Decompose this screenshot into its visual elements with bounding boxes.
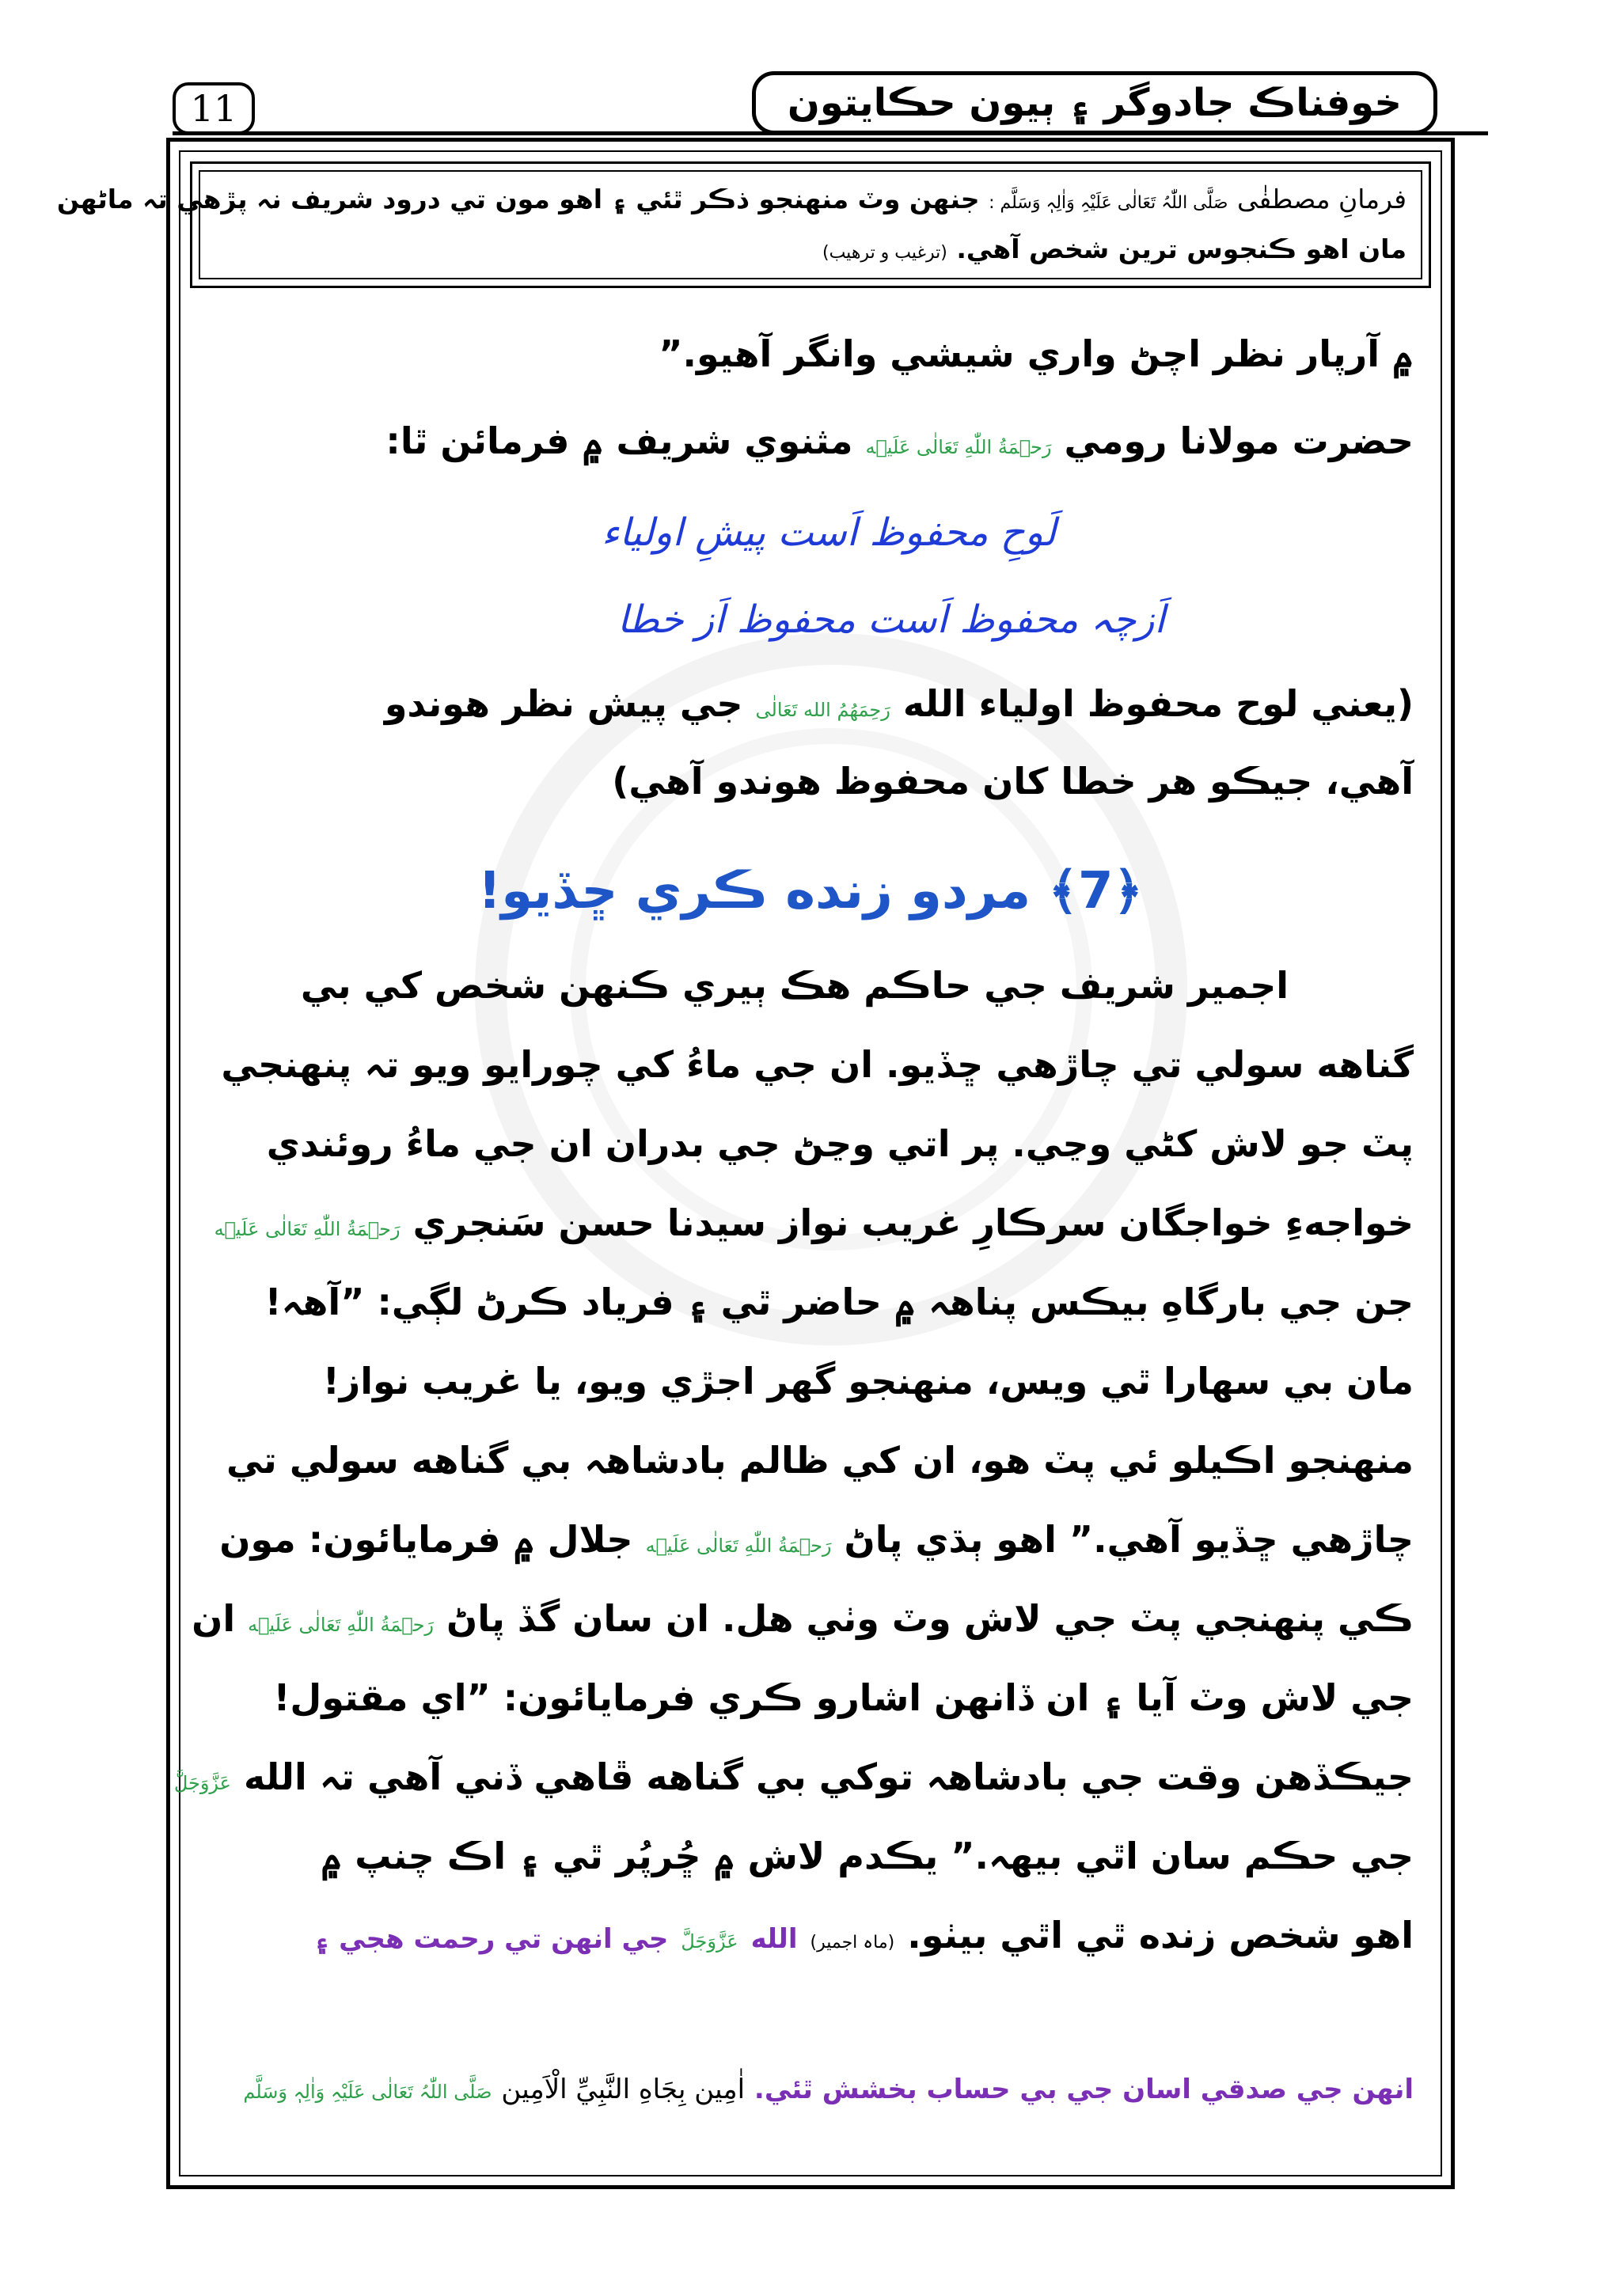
story-line-4-text: خواجهءِ خواجگان سرڪارِ غريب نواز سيدنا حسن سَنجري: [412, 1201, 1414, 1244]
story-line-11-text: جيڪڏهن وقت جي بادشاهہ توکي بي گناهه ڦاهي ڏني آهي تہ الله: [244, 1755, 1414, 1798]
story-line-13-text: اهو شخص زنده ٿي اٿي بيٺو.: [907, 1914, 1414, 1956]
amin-salutation: صَلَّی اللّٰہُ تَعَالٰی عَلَیْہِ وَاٰلِہٖ وَسَلَّم: [243, 2081, 492, 2103]
story-line-8-a: چاڙهي ڇڏيو آهي.” اهو ٻڌي پاڻ: [844, 1518, 1414, 1561]
banner-prefix: فرمانِ مصطفٰی: [1236, 184, 1407, 214]
story-line-12: جي حڪم سان اٿي بيهہ.” يڪدم لاش ۾ ڇُرپُر ٿي ۽ اڪ چنپ ۾: [321, 1835, 1414, 1877]
intro-rumi: حضرت مولانا رومي: [1064, 419, 1414, 462]
story-line-11: [174, 1755, 1414, 1798]
translation-b: جي پيش نظر هوندو: [384, 682, 743, 725]
amin-text: اٰمِين بِجَاهِ النَّبِيِّ الْاَمِين: [501, 2074, 746, 2105]
story-heading: [0, 861, 1621, 920]
dua-line-2: [243, 2074, 1414, 2105]
book-title: خوفناڪ جادوگر ۽ ٻيون حڪايتون: [752, 71, 1437, 135]
azza-1: عَزَّوَجَلَّ: [173, 1772, 231, 1794]
story-line-9-a: ڪي پنهنجي پٽ جي لاش وٽ وٺي هل. ان سان گڏ پاڻ: [446, 1597, 1414, 1640]
hadith-banner: [56, 161, 1431, 288]
story-line-8-b: جلال ۾ فرمايائون: مون: [219, 1518, 633, 1561]
story-line-7: منهنجو اڪيلو ئي پٽ هو، ان کي ظالم بادشاهہ بي گناهه سولي تي: [226, 1439, 1414, 1482]
honorific-1: رَحۡمَةُ اللّٰهِ تَعَالٰی عَلَیۡه: [865, 436, 1052, 458]
banner-text-2: مان اهو ڪنجوس ترين شخص آهي.: [956, 233, 1407, 264]
honorific-2: رَحِمَهُمُ الله تَعَالٰی: [755, 699, 890, 721]
verse-line-2: اَزچہ محفوظ اَست محفوظ اَز خطا: [617, 598, 1165, 642]
honorific-3: رَحۡمَةُ اللّٰهِ تَعَالٰی عَلَیۡه: [214, 1218, 401, 1240]
page-number: 11: [173, 82, 255, 135]
honorific-4: رَحۡمَةُ اللّٰهِ تَعَالٰی عَلَیۡه: [645, 1535, 832, 1557]
translation-a: (يعني لوح محفوظ اولياء الله: [902, 682, 1414, 725]
banner-reference: (ترغيب و ترهيب): [822, 243, 947, 263]
story-line-2: گناهه سولي تي چاڙهي ڇڏيو. ان جي ماءُ کي چورايو ويو تہ پنهنجي: [221, 1043, 1414, 1086]
honorific-5: رَحۡمَةُ اللّٰهِ تَعَالٰی عَلَیۡه: [248, 1614, 435, 1636]
story-number: ﴿7﴾: [1048, 862, 1143, 920]
translation-line-1: [385, 682, 1414, 725]
story-line-3: پٽ جو لاش کڻي وڃي. پر اتي وڃڻ جي بدران ان جي ماءُ روئندي: [266, 1122, 1414, 1165]
intro-line-2: [385, 419, 1414, 462]
azza-2: عَزَّوَجَلَّ: [681, 1930, 738, 1953]
story-source: (ماہ اجمير): [810, 1933, 895, 1953]
story-line-4: [214, 1201, 1414, 1244]
story-line-9: [192, 1597, 1414, 1640]
dua-allah: الله: [750, 1923, 798, 1955]
banner-line-1: [56, 176, 1407, 226]
story-line-8: [219, 1518, 1414, 1561]
header-rule: [173, 131, 1488, 135]
dua-text-2: انهن جي صدقي اسان جي بي حساب بخشش ٿئي.: [754, 2074, 1414, 2105]
translation-line-2: آهي، جيڪو هر خطا کان محفوظ هوندو آهي): [612, 760, 1414, 803]
banner-salutation: صَلَّی اللّٰہُ تَعَالٰی عَلَیْہِ وَاٰلِہٖ وَسَلَّم :: [989, 193, 1228, 213]
story-line-10: جي لاش وٽ آيا ۽ ان ڏانهن اشارو ڪري فرمايائون: ”اي مقتول!: [273, 1676, 1414, 1719]
story-line-5: جن جي بارگاهِ بيڪس پناهہ ۾ حاضر ٿي ۽ فرياد ڪرڻ لڳي: ”آهہ!: [264, 1281, 1414, 1323]
intro-masnavi: مثنوي شريف ۾ فرمائن ٿا:: [385, 419, 853, 462]
banner-line-2: [214, 226, 1407, 276]
dua-part-b: جي انهن تي رحمت هجي ۽: [313, 1923, 669, 1955]
banner-text-1: جنهن وٽ منهنجو ذڪر ٿئي ۽ اهو مون تي درود شريف نہ پڙهي تہ ماڻهن: [56, 184, 980, 214]
story-line-1: اجمير شريف جي حاڪم هڪ ٻيري ڪنهن شخص کي بي: [300, 964, 1289, 1007]
intro-line-1: ۾ آرپار نظر اچڻ واري شيشي وانگر آهيو.”: [659, 332, 1414, 375]
story-line-13: [313, 1914, 1414, 1956]
story-title: مردو زنده ڪري ڇڏيو!: [478, 862, 1031, 920]
story-line-9-b: ان: [192, 1597, 236, 1640]
verse-line-1: لَوحِ محفوظ اَست پیشِ اولیاء: [602, 510, 1057, 555]
story-line-6: مان بي سهارا ٿي ويس، منهنجو گهر اجڙي ويو، يا غريب نواز!: [322, 1360, 1414, 1402]
